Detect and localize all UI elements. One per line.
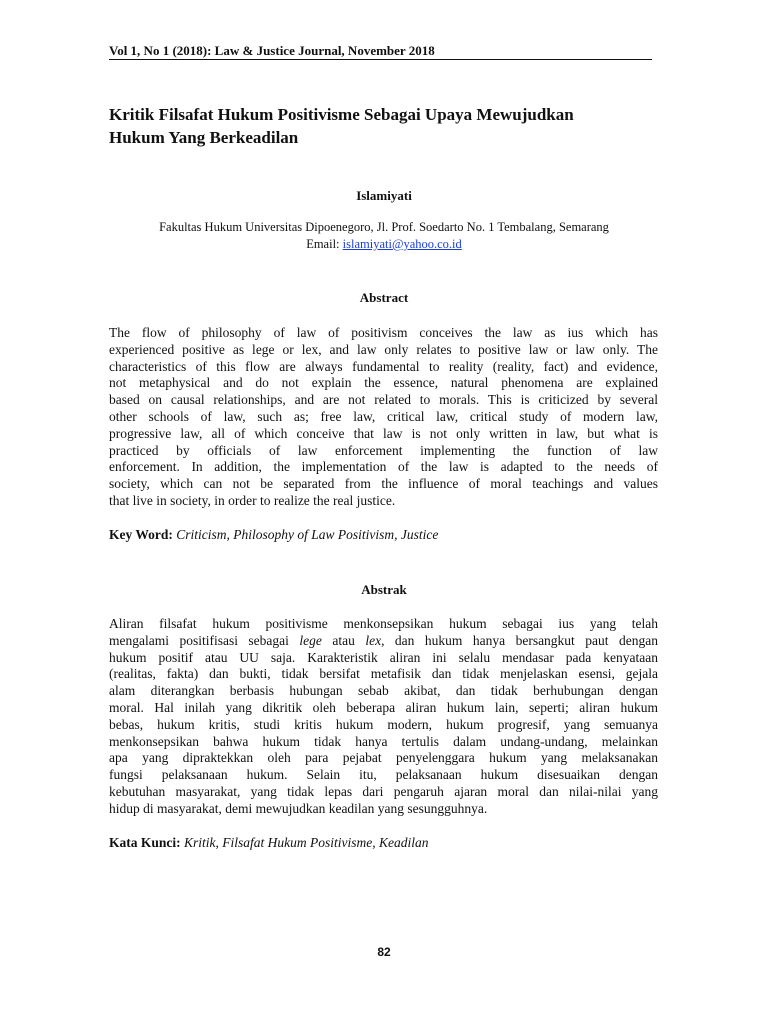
abstrak-text: mengalami positifisasi sebagai bbox=[109, 632, 300, 648]
article-title-line: Kritik Filsafat Hukum Positivisme Sebagai Upaya Mewujudkan bbox=[109, 105, 574, 124]
abstract-line: other schools of law, such as; free law, critical law, critical study of modern law, bbox=[109, 408, 658, 424]
abstract-line: experienced positive as lege or lex, and law only relates to positive law or law only. The bbox=[109, 341, 658, 357]
running-header bbox=[109, 43, 652, 60]
abstrak-line: fungsi pelaksanaan hukum. Selain itu, pelaksanaan hukum disesuaikan dengan bbox=[109, 767, 658, 783]
abstrak-line: menkonsepsikan bahwa hukum tidak hanya tertulis dalam undang-undang, melainkan bbox=[109, 733, 658, 749]
email-label: Email: bbox=[306, 237, 343, 251]
abstrak-line: hidup di masyarakat, demi mewujudkan keadilan yang sesungguhnya. bbox=[109, 800, 488, 816]
abstract-line: society, which can not be separated from the influence of moral teachings and values bbox=[109, 476, 658, 492]
running-header-text: Vol 1, No 1 (2018): Law & Justice Journal, November 2018 bbox=[109, 43, 435, 58]
email-link[interactable]: islamiyati@yahoo.co.id bbox=[342, 237, 462, 251]
article-title-line: Hukum Yang Berkeadilan bbox=[109, 128, 299, 147]
affiliation: Fakultas Hukum Universitas Dipoenegoro, Jl. Prof. Soedarto No. 1 Tembalang, Semarang bbox=[159, 220, 609, 234]
abstract-line: that live in society, in order to realize the real justice. bbox=[109, 492, 396, 508]
abstract-body bbox=[109, 325, 658, 510]
abstract-keywords bbox=[109, 527, 669, 543]
abstrak-line bbox=[109, 633, 658, 650]
keywords-label: Key Word: bbox=[109, 527, 177, 542]
abstrak-line: hukum positif atau UU saja. Karakteristik aliran ini selalu mendasar pada kenyataan bbox=[109, 649, 658, 665]
abstract-line: characteristics of this flow are always fundamental to reality (reality, fact) and evidence, bbox=[109, 358, 658, 374]
abstrak-line: alam diterangkan berbasis hubungan sebab akibat, dan tidak berhubungan dengan bbox=[109, 683, 658, 699]
abstrak-heading: Abstrak bbox=[361, 582, 407, 597]
abstrak-line: apa yang dipraktekkan oleh para pejabat penyelenggara hukum yang melaksanakan bbox=[109, 750, 658, 766]
keywords-label: Kata Kunci: bbox=[109, 835, 185, 850]
page-number: 82 bbox=[377, 945, 391, 959]
email-line bbox=[0, 236, 768, 253]
abstrak-line: (realitas, fakta) dan bukti, tidak bersifat metafisik dan tidak menjelaskan esensi, gejala bbox=[109, 666, 658, 682]
abstrak-text: , dan hukum hanya bersangkut paut dengan bbox=[381, 632, 658, 648]
abstrak-line: Aliran filsafat hukum positivisme menkonsepsikan hukum sebagai ius yang telah bbox=[109, 616, 658, 631]
keywords-text: Criticism, Philosophy of Law Positivism, Justice bbox=[176, 527, 439, 542]
term-lege: lege bbox=[299, 632, 322, 648]
abstrak-body bbox=[109, 616, 658, 818]
abstrak-line: moral. Hal inilah yang dikritik oleh beberapa aliran hukum lain, seperti; aliran hukum bbox=[109, 699, 658, 715]
abstract-line: The flow of philosophy of law of positivism conceives the law as ius which has bbox=[109, 325, 658, 340]
abstract-line: enforcement. In addition, the implementation of the law is adapted to the needs of bbox=[109, 459, 658, 475]
term-lex: lex bbox=[365, 632, 382, 648]
abstrak-keywords bbox=[109, 835, 669, 851]
author-affiliation-block bbox=[0, 219, 768, 253]
abstract-line: based on causal relationships, and are not related to morals. This is criticized by several bbox=[109, 392, 658, 408]
abstract-line: not metaphysical and do not explain the essence, natural phenomena are explained bbox=[109, 375, 658, 391]
author-name: Islamiyati bbox=[356, 188, 412, 203]
abstract-line: progressive law, all of which conceive that law is not only written in law, but what is bbox=[109, 425, 658, 441]
abstract-heading: Abstract bbox=[359, 290, 409, 305]
abstrak-line: kebutuhan masyarakat, yang tidak lepas dari pengaruh ajaran moral dan nilai-nilai yang bbox=[109, 783, 658, 799]
article-title bbox=[109, 103, 669, 149]
abstract-line: practiced by officials of law enforcement implementing the function of law bbox=[109, 442, 658, 458]
abstrak-text: atau bbox=[321, 632, 366, 648]
abstrak-line: bebas, hukum kritis, studi kritis hukum modern, hukum progresif, yang semuanya bbox=[109, 716, 658, 732]
keywords-text: Kritik, Filsafat Hukum Positivisme, Keadilan bbox=[184, 835, 429, 850]
